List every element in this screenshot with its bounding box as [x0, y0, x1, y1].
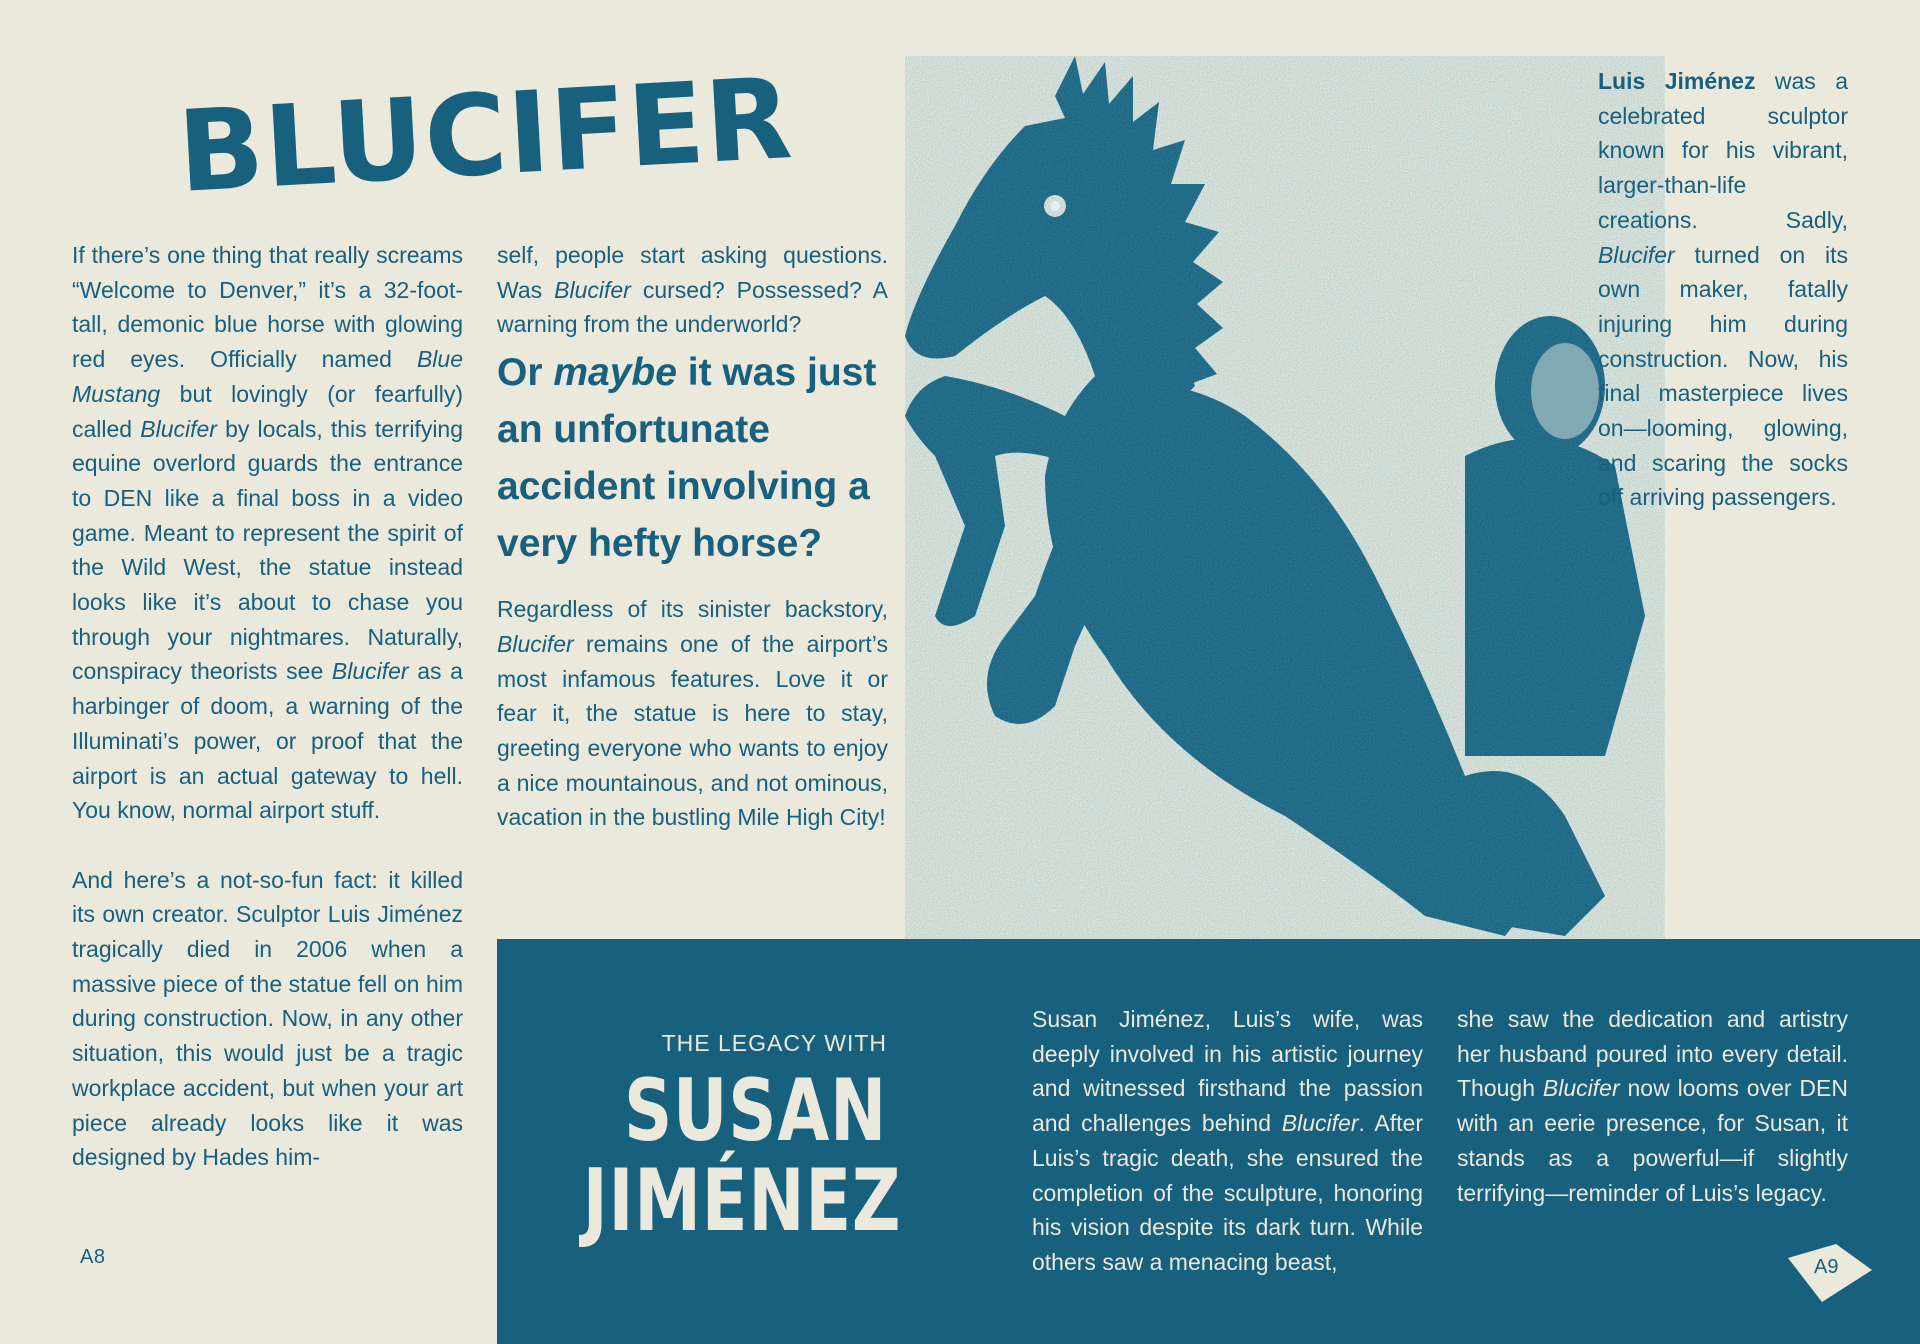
pull-quote: Or maybe it was just an unfortunate accident involving a very hefty horse? — [497, 351, 877, 566]
article-column-2 — [497, 238, 888, 835]
article-column-1 — [72, 238, 463, 1175]
rearing-horse-icon — [905, 56, 1665, 942]
article-paragraph-2: And here’s a not-so-fun fact: it killed its own creator. Sculptor Luis Jiménez tragically died in 2006 when a massive piece of the statue fell on him during construction. Now, in any other situation, this would just be a tragic workplace accident, but when your art piece already looks like it was designed by Hades him- — [72, 866, 463, 1171]
sidebar-caption: Luis Jiménez was a celebrated sculptor known for his vibrant, larger-than-life creations. Sadly, Blucifer turned on its own maker, fatally injuring him during construction. Now, his final masterpiece lives on—looming, glowing, and scaring the socks off arriving passengers. — [1598, 68, 1848, 511]
page-number-right: A9 — [1784, 1242, 1874, 1304]
page-title: BLUCIFER — [174, 53, 796, 219]
page-number-left: A8 — [80, 1246, 106, 1268]
article-paragraph-1: If there’s one thing that really screams “Welcome to Denver,” it’s a 32-foot-tall, demonic blue horse with glowing red eyes. Officially named Blue Mustang but lovingly (or fearfully) called Blucifer by locals, this terrifying equine overlord guards the entrance to DEN like a final boss in a video game. Meant to represent the spirit of the Wild West, the statue instead looks like it’s about to chase you through your nightmares. Naturally, conspiracy theorists see Blucifer as a harbinger of doom, a warning of the Illuminati’s power, or proof that the airport is an actual gateway to hell. You know, normal airport stuff. — [72, 242, 464, 824]
legacy-kicker: THE LEGACY WITH — [661, 1030, 887, 1056]
article-paragraph-4: Regardless of its sinister backstory, Blucifer remains one of the airport’s most infamous features. Love it or fear it, the statue is here to stay, greeting everyone who wants to enjoy a nice mountainous, and not ominous, vacation in the bustling Mile High City! — [497, 596, 888, 831]
panel-column-1: Susan Jiménez, Luis’s wife, was deeply involved in his artistic journey and witnessed firsthand the passion and challenges behind Blucifer. After Luis’s tragic death, she ensured the completion of the sculpture, honoring his vision despite its dark turn. While others saw a menacing beast, — [1032, 1006, 1423, 1275]
panel-column-2: she saw the dedication and artistry her husband poured into every detail. Though Blucifer now looms over DEN with an eerie presence, for Susan, it stands as a powerful—if slightly terrifying—reminder of Luis’s legacy. — [1457, 1006, 1848, 1206]
horse-statue-illustration — [905, 56, 1665, 942]
article-paragraph-3: self, people start asking questions. Was Blucifer cursed? Possessed? A warning from the underworld? — [497, 242, 888, 338]
legacy-heading: SUSAN JIMÉNEZ — [582, 1061, 902, 1251]
